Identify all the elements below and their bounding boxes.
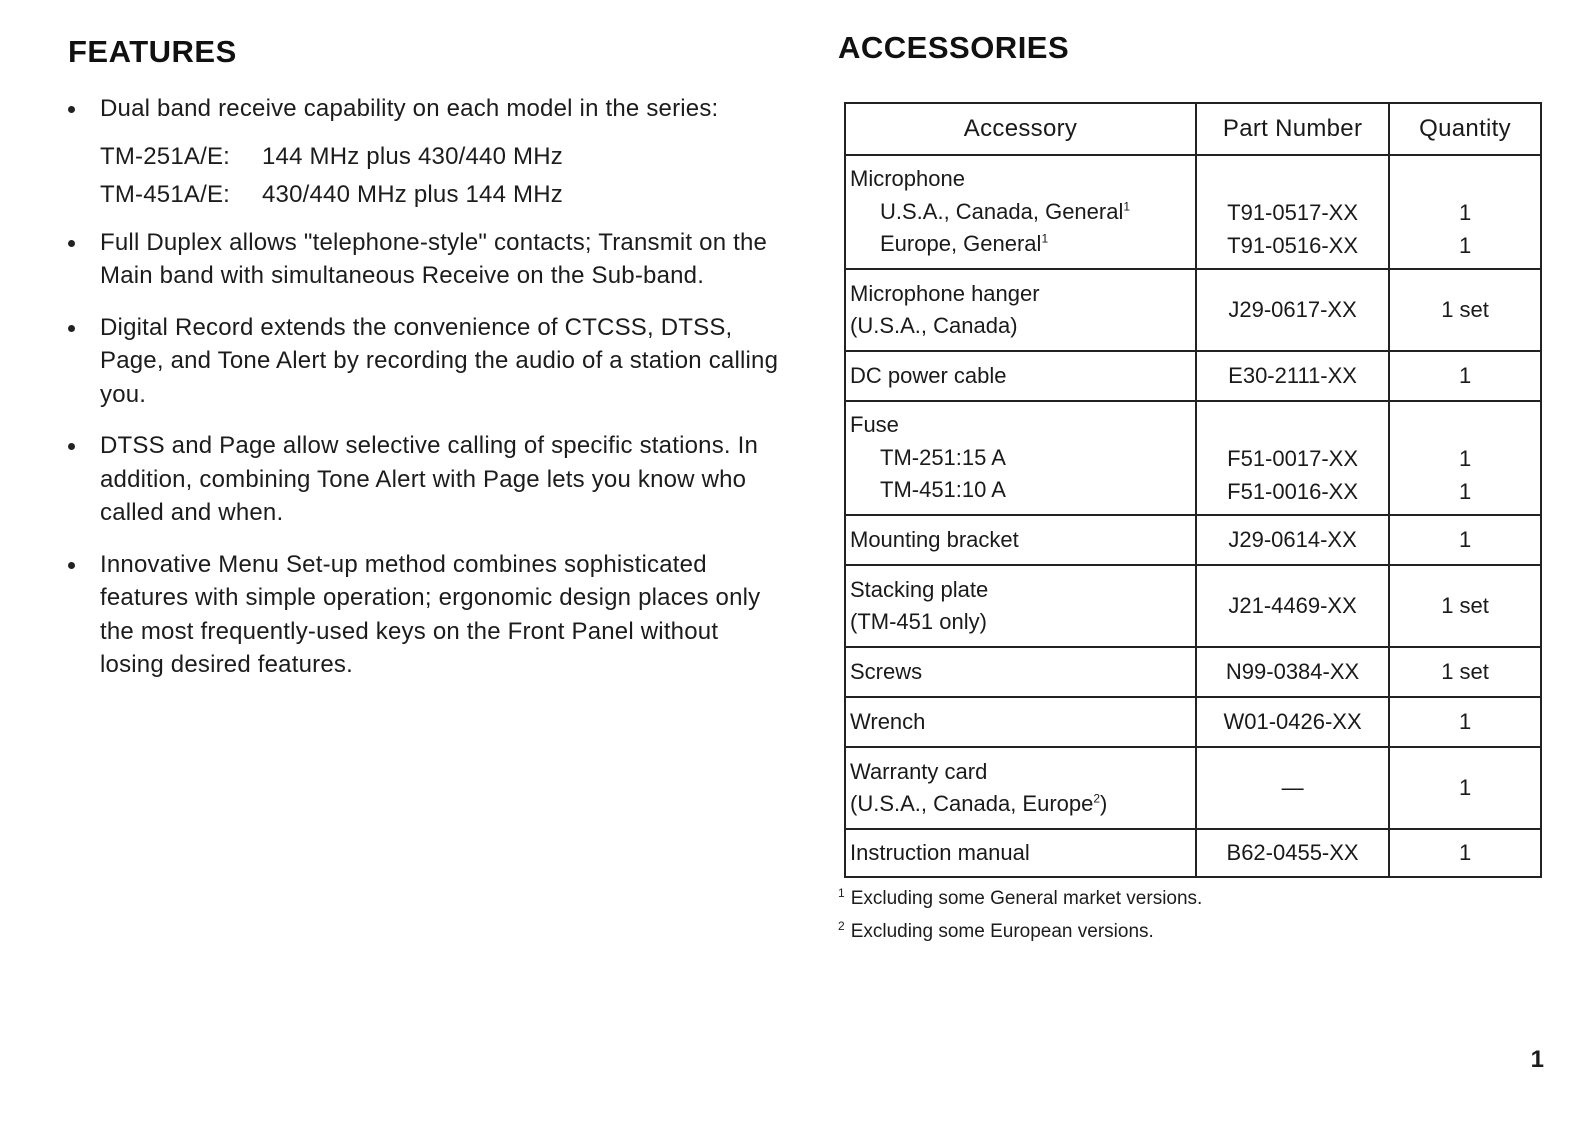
model-bands-text: 144 MHz plus 430/440 MHz [262,142,563,170]
accessory-name: Screws [845,647,1196,697]
feature-item [68,548,788,682]
quantity: 1 [1389,747,1541,829]
part-number: J29-0617-XX [1196,269,1389,351]
accessories-table [844,102,1542,878]
table-row [845,829,1541,877]
table-row [845,697,1541,747]
model-bands-text: 430/440 MHz plus 144 MHz [262,180,563,208]
part-number: W01-0426-XX [1196,697,1389,747]
accessory-name: Fuse [850,412,899,438]
feature-item [68,92,788,214]
feature-text: Innovative Menu Set-up method combines sophisticated features with simple operation; ergonomic design places only the most frequently-used keys on the Front Panel without losing desired features. [100,550,761,678]
footnotes [838,882,1202,948]
model-line [100,176,788,214]
part-number: T91-0516-XX [1227,232,1358,258]
quantity: 1 [1458,446,1472,471]
quantity: 1 set [1389,647,1541,697]
table-row [845,565,1541,647]
feature-item [68,311,788,412]
quantity: 1 [1458,200,1472,225]
feature-text: Full Duplex allows "telephone-style" contacts; Transmit on the Main band with simultaneous Receive on the Sub-band. [100,228,768,289]
accessories-section [838,30,1550,942]
accessory-name: Mounting bracket [845,515,1196,565]
part-number: F51-0017-XX [1227,446,1358,471]
header-quantity: Quantity [1389,103,1541,155]
quantity-cell [1389,155,1541,269]
bullet-icon [68,443,75,450]
quantity: 1 [1458,232,1472,258]
accessory-cell [845,747,1196,829]
table-row [845,747,1541,829]
part-number: B62-0455-XX [1196,829,1389,877]
feature-text: Dual band receive capability on each model in the series: [100,95,719,122]
quantity-cell [1389,401,1541,515]
quantity: 1 [1389,697,1541,747]
accessory-sub: U.S.A., Canada, General$^1$ [880,198,1131,224]
quantity: 1 [1458,478,1472,504]
table-row [845,269,1541,351]
accessory-cell [845,565,1196,647]
features-title: FEATURES [68,34,237,69]
bullet-icon [68,325,75,332]
quantity: 1 set [1389,565,1541,647]
accessory-cell [845,155,1196,269]
page-number: 1 [1530,1046,1544,1073]
features-section [68,34,788,700]
part-number: N99-0384-XX [1196,647,1389,697]
bullet-icon [68,106,75,113]
quantity: 1 [1389,829,1541,877]
accessory-sub: TM-451:10 A [880,477,1006,503]
feature-item [68,429,788,530]
part-number: F51-0016-XX [1227,478,1358,504]
accessory-cell [845,269,1196,351]
bullet-icon [68,562,75,569]
header-accessory: Accessory [845,103,1196,155]
table-header-row [845,103,1541,155]
accessory-name: DC power cable [845,351,1196,401]
part-number: J21-4469-XX [1196,565,1389,647]
bullet-icon [68,240,75,247]
table-row [845,647,1541,697]
footnote: $^1$ Excluding some General market versions. [838,885,1203,909]
accessory-name: Microphone [850,166,965,192]
accessory-note: (TM-451 only) [850,609,987,634]
accessory-note: (U.S.A., Canada, Europe$^2$) [850,791,1108,816]
part-number: — [1196,747,1389,829]
part-number: E30-2111-XX [1196,351,1389,401]
part-number: J29-0614-XX [1196,515,1389,565]
accessories-title: ACCESSORIES [838,30,1070,65]
quantity: 1 set [1389,269,1541,351]
quantity: 1 [1389,515,1541,565]
feature-text: Digital Record extends the convenience of CTCSS, DTSS, Page, and Tone Alert by recording the audio of a station calling you. [100,313,779,408]
model-bands [100,138,788,214]
accessory-name: Warranty card [850,758,988,784]
part-number-cell [1196,401,1389,515]
features-list [68,92,788,682]
accessory-sub: Europe, General$^1$ [880,231,1049,257]
part-number: T91-0517-XX [1227,200,1358,225]
table-row [845,155,1541,269]
model-line [100,138,788,176]
accessory-cell [845,401,1196,515]
accessory-name: Wrench [845,697,1196,747]
quantity: 1 [1389,351,1541,401]
feature-item [68,226,788,293]
accessory-name: Microphone hanger [850,280,1040,306]
feature-text: DTSS and Page allow selective calling of specific stations. In addition, combining Tone Alert with Page lets you know who called and when. [100,432,759,526]
accessory-sub: TM-251:15 A [880,444,1006,470]
table-row [845,351,1541,401]
table-row [845,515,1541,565]
part-number-cell [1196,155,1389,269]
footnote: $^2$ Excluding some European versions. [838,918,1154,942]
header-part-number: Part Number [1196,103,1389,155]
accessory-name: Stacking plate [850,576,989,602]
model-name: TM-451A/E: [100,180,231,208]
accessory-name: Instruction manual [845,829,1196,877]
accessory-note: (U.S.A., Canada) [850,313,1018,338]
model-name: TM-251A/E: [100,142,231,170]
table-row [845,401,1541,515]
